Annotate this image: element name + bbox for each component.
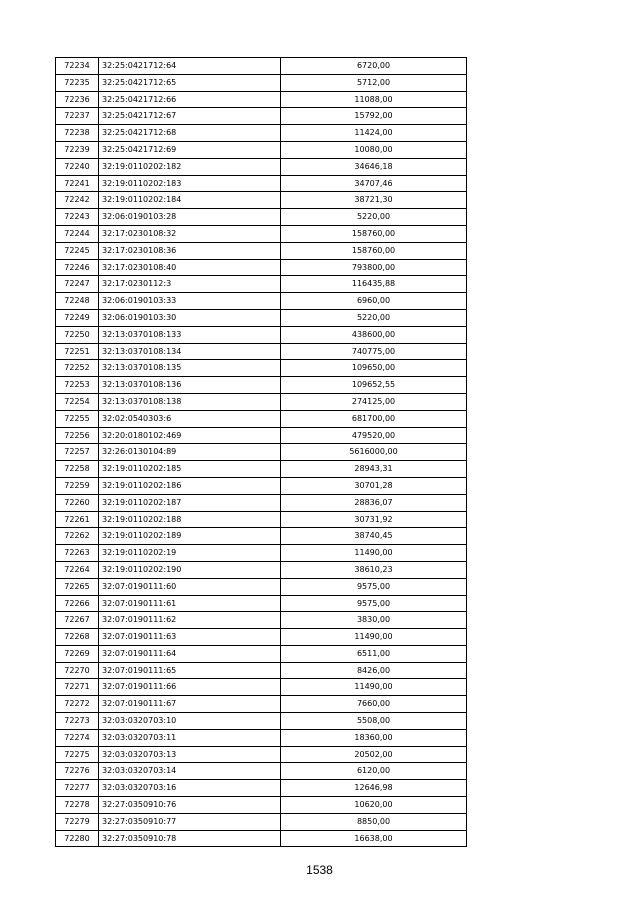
cadastral-number-cell: 32:17:0230108:40: [99, 259, 281, 276]
cadastral-value-cell: 10080,00: [281, 141, 467, 158]
row-number-cell: 72235: [56, 74, 99, 91]
row-number-cell: 72243: [56, 209, 99, 226]
row-number-cell: 72270: [56, 662, 99, 679]
row-number-cell: 72239: [56, 141, 99, 158]
cadastral-value-cell: 158760,00: [281, 225, 467, 242]
cadastral-value-cell: 158760,00: [281, 242, 467, 259]
row-number-cell: 72254: [56, 393, 99, 410]
cadastral-number-cell: 32:07:0190111:61: [99, 595, 281, 612]
row-number-cell: 72242: [56, 192, 99, 209]
row-number-cell: 72269: [56, 645, 99, 662]
cadastral-number-cell: 32:19:0110202:182: [99, 158, 281, 175]
cadastral-number-cell: 32:19:0110202:187: [99, 494, 281, 511]
cadastral-number-cell: 32:03:0320703:10: [99, 713, 281, 730]
cadastral-value-cell: 30701,28: [281, 477, 467, 494]
cadastral-value-cell: 11424,00: [281, 125, 467, 142]
cadastral-value-cell: 8426,00: [281, 662, 467, 679]
cadastral-value-cell: 681700,00: [281, 410, 467, 427]
cadastral-number-cell: 32:19:0110202:19: [99, 545, 281, 562]
cadastral-number-cell: 32:20:0180102:469: [99, 427, 281, 444]
table-row: [56, 629, 467, 646]
cadastral-number-cell: 32:19:0110202:183: [99, 175, 281, 192]
row-number-cell: 72246: [56, 259, 99, 276]
row-number-cell: 72262: [56, 528, 99, 545]
cadastral-number-cell: 32:03:0320703:13: [99, 746, 281, 763]
cadastral-value-cell: 38721,30: [281, 192, 467, 209]
cadastral-value-cell: 438600,00: [281, 326, 467, 343]
row-number-cell: 72274: [56, 729, 99, 746]
cadastral-value-cell: 11490,00: [281, 545, 467, 562]
row-number-cell: 72268: [56, 629, 99, 646]
table-row: [56, 494, 467, 511]
row-number-cell: 72265: [56, 578, 99, 595]
row-number-cell: 72259: [56, 477, 99, 494]
row-number-cell: 72257: [56, 444, 99, 461]
cadastral-number-cell: 32:07:0190111:64: [99, 645, 281, 662]
table-row: [56, 662, 467, 679]
cadastral-value-cell: 34646,18: [281, 158, 467, 175]
table-row: [56, 746, 467, 763]
cadastral-value-cell: 274125,00: [281, 393, 467, 410]
cadastral-value-cell: 16638,00: [281, 830, 467, 847]
row-number-cell: 72252: [56, 360, 99, 377]
cadastral-value-cell: 7660,00: [281, 696, 467, 713]
row-number-cell: 72264: [56, 561, 99, 578]
cadastral-number-cell: 32:25:0421712:67: [99, 108, 281, 125]
row-number-cell: 72267: [56, 612, 99, 629]
cadastral-value-cell: 5508,00: [281, 713, 467, 730]
cadastral-number-cell: 32:07:0190111:63: [99, 629, 281, 646]
cadastral-value-cell: 5712,00: [281, 74, 467, 91]
cadastral-value-cell: 15792,00: [281, 108, 467, 125]
cadastral-value-cell: 38610,23: [281, 561, 467, 578]
row-number-cell: 72278: [56, 797, 99, 814]
cadastral-value-cell: 6120,00: [281, 763, 467, 780]
table-row: [56, 293, 467, 310]
cadastral-value-cell: 11490,00: [281, 679, 467, 696]
table-row: [56, 377, 467, 394]
cadastral-value-cell: 38740,45: [281, 528, 467, 545]
table-row: [56, 192, 467, 209]
cadastral-value-cell: 10620,00: [281, 797, 467, 814]
table-body: [56, 58, 467, 847]
row-number-cell: 72245: [56, 242, 99, 259]
table-row: [56, 729, 467, 746]
table-row: [56, 578, 467, 595]
table-row: [56, 108, 467, 125]
cadastral-value-table-container: [55, 57, 467, 847]
cadastral-number-cell: 32:06:0190103:28: [99, 209, 281, 226]
table-row: [56, 427, 467, 444]
row-number-cell: 72258: [56, 461, 99, 478]
cadastral-number-cell: 32:07:0190111:62: [99, 612, 281, 629]
row-number-cell: 72244: [56, 225, 99, 242]
cadastral-value-cell: 479520,00: [281, 427, 467, 444]
row-number-cell: 72276: [56, 763, 99, 780]
table-row: [56, 813, 467, 830]
cadastral-value-cell: 34707,46: [281, 175, 467, 192]
cadastral-value-cell: 9575,00: [281, 578, 467, 595]
row-number-cell: 72273: [56, 713, 99, 730]
table-row: [56, 561, 467, 578]
cadastral-number-cell: 32:27:0350910:78: [99, 830, 281, 847]
table-row: [56, 797, 467, 814]
cadastral-number-cell: 32:27:0350910:77: [99, 813, 281, 830]
cadastral-value-cell: 793800,00: [281, 259, 467, 276]
cadastral-number-cell: 32:25:0421712:65: [99, 74, 281, 91]
table-row: [56, 410, 467, 427]
row-number-cell: 72251: [56, 343, 99, 360]
table-row: [56, 58, 467, 75]
cadastral-value-table: [55, 57, 467, 847]
table-row: [56, 158, 467, 175]
cadastral-number-cell: 32:07:0190111:67: [99, 696, 281, 713]
table-row: [56, 309, 467, 326]
cadastral-value-cell: 6960,00: [281, 293, 467, 310]
table-row: [56, 276, 467, 293]
row-number-cell: 72253: [56, 377, 99, 394]
cadastral-number-cell: 32:25:0421712:68: [99, 125, 281, 142]
cadastral-number-cell: 32:13:0370108:134: [99, 343, 281, 360]
cadastral-value-cell: 5220,00: [281, 309, 467, 326]
table-row: [56, 175, 467, 192]
cadastral-value-cell: 109652,55: [281, 377, 467, 394]
cadastral-number-cell: 32:13:0370108:133: [99, 326, 281, 343]
table-row: [56, 645, 467, 662]
page-number: 1538: [306, 863, 333, 877]
cadastral-number-cell: 32:03:0320703:16: [99, 780, 281, 797]
cadastral-number-cell: 32:13:0370108:135: [99, 360, 281, 377]
table-row: [56, 225, 467, 242]
table-row: [56, 343, 467, 360]
cadastral-number-cell: 32:07:0190111:66: [99, 679, 281, 696]
cadastral-value-cell: 30731,92: [281, 511, 467, 528]
cadastral-number-cell: 32:27:0350910:76: [99, 797, 281, 814]
table-row: [56, 125, 467, 142]
cadastral-number-cell: 32:19:0110202:189: [99, 528, 281, 545]
row-number-cell: 72280: [56, 830, 99, 847]
cadastral-value-cell: 6511,00: [281, 645, 467, 662]
table-row: [56, 91, 467, 108]
table-row: [56, 511, 467, 528]
cadastral-number-cell: 32:17:0230108:36: [99, 242, 281, 259]
cadastral-number-cell: 32:19:0110202:188: [99, 511, 281, 528]
table-row: [56, 393, 467, 410]
cadastral-value-cell: 8850,00: [281, 813, 467, 830]
row-number-cell: 72275: [56, 746, 99, 763]
table-row: [56, 444, 467, 461]
table-row: [56, 679, 467, 696]
cadastral-value-cell: 5220,00: [281, 209, 467, 226]
cadastral-number-cell: 32:13:0370108:136: [99, 377, 281, 394]
row-number-cell: 72261: [56, 511, 99, 528]
row-number-cell: 72237: [56, 108, 99, 125]
cadastral-number-cell: 32:19:0110202:190: [99, 561, 281, 578]
row-number-cell: 72249: [56, 309, 99, 326]
row-number-cell: 72260: [56, 494, 99, 511]
table-row: [56, 612, 467, 629]
row-number-cell: 72240: [56, 158, 99, 175]
table-row: [56, 763, 467, 780]
row-number-cell: 72250: [56, 326, 99, 343]
cadastral-number-cell: 32:07:0190111:60: [99, 578, 281, 595]
row-number-cell: 72241: [56, 175, 99, 192]
row-number-cell: 72256: [56, 427, 99, 444]
cadastral-number-cell: 32:25:0421712:69: [99, 141, 281, 158]
cadastral-number-cell: 32:03:0320703:14: [99, 763, 281, 780]
row-number-cell: 72263: [56, 545, 99, 562]
table-row: [56, 595, 467, 612]
cadastral-value-cell: 28836,07: [281, 494, 467, 511]
cadastral-value-cell: 9575,00: [281, 595, 467, 612]
table-row: [56, 696, 467, 713]
cadastral-number-cell: 32:06:0190103:30: [99, 309, 281, 326]
row-number-cell: 72271: [56, 679, 99, 696]
cadastral-number-cell: 32:07:0190111:65: [99, 662, 281, 679]
cadastral-number-cell: 32:25:0421712:66: [99, 91, 281, 108]
cadastral-value-cell: 5616000,00: [281, 444, 467, 461]
row-number-cell: 72277: [56, 780, 99, 797]
table-row: [56, 830, 467, 847]
cadastral-value-cell: 20502,00: [281, 746, 467, 763]
cadastral-value-cell: 3830,00: [281, 612, 467, 629]
table-row: [56, 461, 467, 478]
row-number-cell: 72234: [56, 58, 99, 75]
cadastral-value-cell: 28943,31: [281, 461, 467, 478]
cadastral-value-cell: 12646,98: [281, 780, 467, 797]
cadastral-number-cell: 32:13:0370108:138: [99, 393, 281, 410]
row-number-cell: 72255: [56, 410, 99, 427]
table-row: [56, 713, 467, 730]
table-row: [56, 242, 467, 259]
cadastral-number-cell: 32:17:0230112:3: [99, 276, 281, 293]
table-row: [56, 528, 467, 545]
row-number-cell: 72247: [56, 276, 99, 293]
cadastral-value-cell: 18360,00: [281, 729, 467, 746]
table-row: [56, 141, 467, 158]
cadastral-number-cell: 32:25:0421712:64: [99, 58, 281, 75]
cadastral-value-cell: 740775,00: [281, 343, 467, 360]
table-row: [56, 545, 467, 562]
table-row: [56, 74, 467, 91]
row-number-cell: 72272: [56, 696, 99, 713]
row-number-cell: 72266: [56, 595, 99, 612]
cadastral-value-cell: 116435,88: [281, 276, 467, 293]
cadastral-value-cell: 11490,00: [281, 629, 467, 646]
cadastral-number-cell: 32:06:0190103:33: [99, 293, 281, 310]
row-number-cell: 72248: [56, 293, 99, 310]
table-row: [56, 780, 467, 797]
cadastral-number-cell: 32:19:0110202:186: [99, 477, 281, 494]
cadastral-number-cell: 32:02:0540303:6: [99, 410, 281, 427]
table-row: [56, 477, 467, 494]
cadastral-value-cell: 11088,00: [281, 91, 467, 108]
table-row: [56, 360, 467, 377]
row-number-cell: 72279: [56, 813, 99, 830]
cadastral-number-cell: 32:03:0320703:11: [99, 729, 281, 746]
cadastral-number-cell: 32:19:0110202:184: [99, 192, 281, 209]
table-row: [56, 326, 467, 343]
cadastral-value-cell: 109650,00: [281, 360, 467, 377]
table-row: [56, 259, 467, 276]
cadastral-number-cell: 32:19:0110202:185: [99, 461, 281, 478]
cadastral-value-cell: 6720,00: [281, 58, 467, 75]
cadastral-number-cell: 32:17:0230108:32: [99, 225, 281, 242]
row-number-cell: 72236: [56, 91, 99, 108]
table-row: [56, 209, 467, 226]
row-number-cell: 72238: [56, 125, 99, 142]
cadastral-number-cell: 32:26:0130104:89: [99, 444, 281, 461]
